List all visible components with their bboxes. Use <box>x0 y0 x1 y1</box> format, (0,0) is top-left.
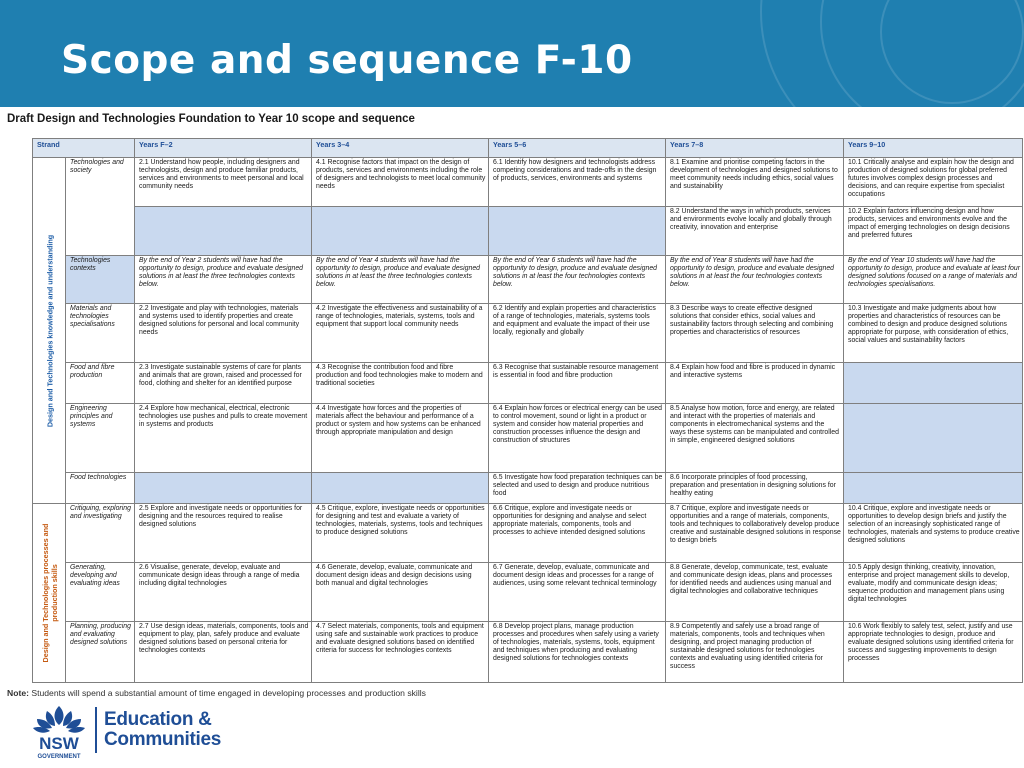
logo-divider <box>95 707 97 753</box>
substrand-generating: Generating, developing and evaluating ideas <box>66 562 135 622</box>
table-cell: 10.2 Explain factors influencing design and how products, services and environments evolve and the impact of emerging technologies on design decisions and preferred futures <box>844 207 1023 255</box>
substrand-critiquing: Critiquing, exploring and investigating <box>66 504 135 563</box>
table-cell: 4.1 Recognise factors that impact on the design of products, services and environments including the role of designers and technologists to meet local community needs <box>312 158 489 207</box>
logo-nsw-text: NSW <box>39 734 79 753</box>
table-row <box>33 304 1023 363</box>
table-cell: 4.4 Investigate how forces and the properties of materials affect the behaviour and performance of a product or system and how systems can be enhanced through appropriate manipulation and design <box>312 404 489 473</box>
table-cell: 10.4 Critique, explore and investigate needs or opportunities to develop design briefs and justify the selection of an increasingly sophisticated range of technologies, materials and systems to produce creative designed solutions <box>844 504 1023 563</box>
empty-cell <box>844 404 1023 473</box>
table-cell: 2.7 Use design ideas, materials, components, tools and equipment to play, plan, safely produce and evaluate designed solutions based on personal criteria for technologies contexts <box>135 622 312 683</box>
strand-knowledge <box>33 158 66 504</box>
brand-line-1: Education & <box>104 709 212 730</box>
table-cell: By the end of Year 6 students will have had the opportunity to design, produce and evaluate designed solutions in at least the four technologies contexts below. <box>489 255 666 303</box>
table-cell: By the end of Year 8 students will have had the opportunity to design, produce and evaluate designed solutions in at least the four technologies contexts below. <box>666 255 844 303</box>
table-row <box>33 472 1023 503</box>
document-title: Draft Design and Technologies Foundation to Year 10 scope and sequence <box>7 113 415 125</box>
table-cell: 8.2 Understand the ways in which products, services and environments evolve locally and globally through creativity, innovation and enterprise <box>666 207 844 255</box>
header-strand: Strand <box>33 139 135 158</box>
substrand-food-fibre: Food and fibre production <box>66 362 135 403</box>
slide-header <box>0 0 1024 107</box>
table-cell: 8.9 Competently and safely use a broad range of materials, components, tools and techniques when designing, and project managing production of sustainable designed solutions for technologies contexts and evaluating using identified criteria for success <box>666 622 844 683</box>
header-years-f-2: Years F–2 <box>135 139 312 158</box>
table-cell: 2.6 Visualise, generate, develop, evaluate and communicate design ideas through a range of media including digital technologies <box>135 562 312 622</box>
brand-line-2: Communities <box>104 729 222 750</box>
table-cell: 6.6 Critique, explore and investigate needs or opportunities for designing and analyse and select appropriate materials, components, tools and processes to achieve intended designed solutions <box>489 504 666 563</box>
table-row <box>33 562 1023 622</box>
table-cell: 2.4 Explore how mechanical, electrical, electronic technologies use pushes and pulls to create movement in systems and products <box>135 404 312 473</box>
table-cell: 8.1 Examine and prioritise competing factors in the development of technologies and designed solutions to meet community needs including ethics, social values and sustainability <box>666 158 844 207</box>
empty-cell <box>489 207 666 255</box>
strand-processes-label <box>41 524 59 663</box>
table-cell: 4.6 Generate, develop, evaluate, communicate and document design ideas and design decisions using both manual and digital technologies <box>312 562 489 622</box>
scope-sequence-table <box>32 138 1023 683</box>
header-years-3-4: Years 3–4 <box>312 139 489 158</box>
table-cell: 10.1 Critically analyse and explain how the design and production of designed solutions for global preferred futures involves complex design processes and decisions, and can require expertise from specialist occupations <box>844 158 1023 207</box>
table-row <box>33 404 1023 473</box>
table-cell: 8.8 Generate, develop, communicate, test, evaluate and communicate design ideas, plans and processes for identified needs and audiences using manual and digital technologies and collaborative techniques <box>666 562 844 622</box>
table-cell: 6.4 Explain how forces or electrical energy can be used to control movement, sound or light in a product or system and consider how material properties and construction processes influence the design and construction of structures <box>489 404 666 473</box>
table-cell: 10.6 Work flexibly to safely test, select, justify and use appropriate technologies to design, produce and evaluate designed solutions using identified criteria for success and suggesting improvements to design processes <box>844 622 1023 683</box>
table-cell: 8.6 Incorporate principles of food processing, preparation and presentation in designing solutions for healthy eating <box>666 472 844 503</box>
substrand-food-technologies: Food technologies <box>66 472 135 503</box>
table-cell: 6.2 Identify and explain properties and characteristics of a range of technologies, materials, systems tools and equipment and evaluate the impact of their use locally, regionally and globally <box>489 304 666 363</box>
header-years-5-6: Years 5–6 <box>489 139 666 158</box>
table-cell: 6.3 Recognise that sustainable resource management is essential in food and fibre production <box>489 362 666 403</box>
empty-cell <box>135 207 312 255</box>
table-header-row <box>33 139 1023 158</box>
strand-processes-line2: production skills <box>49 564 59 622</box>
table-cell: 10.3 Investigate and make judgments about how properties and characteristics of resources can be combined to design and produce designed solutions appropriate for purpose, with consideration of ethics, social values and sustainability factors <box>844 304 1023 363</box>
table-row <box>33 622 1023 683</box>
empty-cell <box>844 472 1023 503</box>
table-cell: 6.8 Develop project plans, manage production processes and procedures when safely using a variety of technologies, materials, systems, tools, equipment and techniques when producing and evaluating designed solutions for technologies contexts <box>489 622 666 683</box>
table-cell: 2.2 Investigate and play with technologies, materials and systems used to identify properties and create designed solutions for personal and local community needs <box>135 304 312 363</box>
substrand-planning: Planning, producing and evaluating designed solutions <box>66 622 135 683</box>
table-cell: 2.5 Explore and investigate needs or opportunities for designing and the resources required to realise designed solutions <box>135 504 312 563</box>
table-cell: 6.5 Investigate how food preparation techniques can be selected and used to design and produce nutritious food <box>489 472 666 503</box>
empty-cell <box>844 362 1023 403</box>
table-cell: 4.7 Select materials, components, tools and equipment using safe and sustainable work practices to produce and evaluate designed solutions based on identified criteria for success for technologies contexts <box>312 622 489 683</box>
strand-processes <box>33 504 66 683</box>
table-cell: 8.3 Describe ways to create effective designed solutions that consider ethics, social values and sustainability factors through selecting and combining properties and characteristics of resources <box>666 304 844 363</box>
table-cell: 2.3 Investigate sustainable systems of care for plants and animals that are grown, raised and processed for food, clothing and shelter for an identified purpose <box>135 362 312 403</box>
footnote <box>7 688 426 698</box>
header-years-7-8: Years 7–8 <box>666 139 844 158</box>
table-cell: 2.1 Understand how people, including designers and technologists, design and produce familiar products, services and environments to meet personal and local community needs <box>135 158 312 207</box>
table-cell: By the end of Year 2 students will have had the opportunity to design, produce and evaluate designed solutions in at least the three technologies contexts below. <box>135 255 312 303</box>
strand-processes-line1: Design and Technologies processes and <box>40 523 50 663</box>
table-row <box>33 158 1023 207</box>
table-cell: 4.3 Recognise the contribution food and fibre production and food technologies make to modern and traditional societies <box>312 362 489 403</box>
nsw-waratah-logo <box>27 703 91 761</box>
table-cell: 10.5 Apply design thinking, creativity, innovation, enterprise and project management skills to develop, evaluate, modify and communicate design ideas; sequence production and management plans using digital technologies <box>844 562 1023 622</box>
footnote-label: Note: <box>7 688 29 698</box>
substrand-materials: Materials and technologies specialisations <box>66 304 135 363</box>
table-cell: By the end of Year 10 students will have had the opportunity to design, produce and evaluate at least four designed solutions focused on a range of materials and technologies specialisations. <box>844 255 1023 303</box>
table-row <box>33 362 1023 403</box>
slide-title: Scope and sequence F-10 <box>61 38 633 83</box>
substrand-engineering: Engineering principles and systems <box>66 404 135 473</box>
table-cell: 8.4 Explain how food and fibre is produced in dynamic and interactive systems <box>666 362 844 403</box>
header-years-9-10: Years 9–10 <box>844 139 1023 158</box>
table-row <box>33 207 1023 255</box>
table-row <box>33 255 1023 303</box>
table-cell: 6.1 Identify how designers and technologists address competing considerations and trade-offs in the design of products, services, environments and systems <box>489 158 666 207</box>
empty-cell <box>135 472 312 503</box>
substrand-technologies-contexts: Technologies contexts <box>66 255 135 303</box>
table-cell: By the end of Year 4 students will have had the opportunity to design, produce and evaluate designed solutions in at least the three technologies contexts below. <box>312 255 489 303</box>
substrand-technologies-society: Technologies and society <box>66 158 135 256</box>
table-row <box>33 504 1023 563</box>
table-cell: 4.5 Critique, explore, investigate needs or opportunities for designing and test and evaluate a variety of technologies, materials, systems, tools and techniques to produce designed solutions <box>312 504 489 563</box>
strand-knowledge-label: Design and Technologies knowledge and understanding <box>45 234 54 427</box>
table-cell: 8.5 Analyse how motion, force and energy, are related and interact with the properties of materials and components in electromechanical systems and the ways these systems can be manipulated and controlled in simple, engineered designed solutions <box>666 404 844 473</box>
table-cell: 8.7 Critique, explore and investigate needs or opportunities and a range of materials, components, tools and techniques to collaboratively develop produce creative and sustainable designed solutions in response to design briefs <box>666 504 844 563</box>
empty-cell <box>312 472 489 503</box>
table-cell: 6.7 Generate, develop, evaluate, communicate and document design ideas and processes for a range of audiences, using some relevant technical terminology <box>489 562 666 622</box>
footnote-text: Students will spend a substantial amount of time engaged in developing processes and production skills <box>28 688 426 698</box>
logo-government-text: GOVERNMENT <box>37 754 81 760</box>
table-cell: 4.2 Investigate the effectiveness and sustainability of a range of technologies, materials, systems, tools and equipment that support local community needs <box>312 304 489 363</box>
empty-cell <box>312 207 489 255</box>
